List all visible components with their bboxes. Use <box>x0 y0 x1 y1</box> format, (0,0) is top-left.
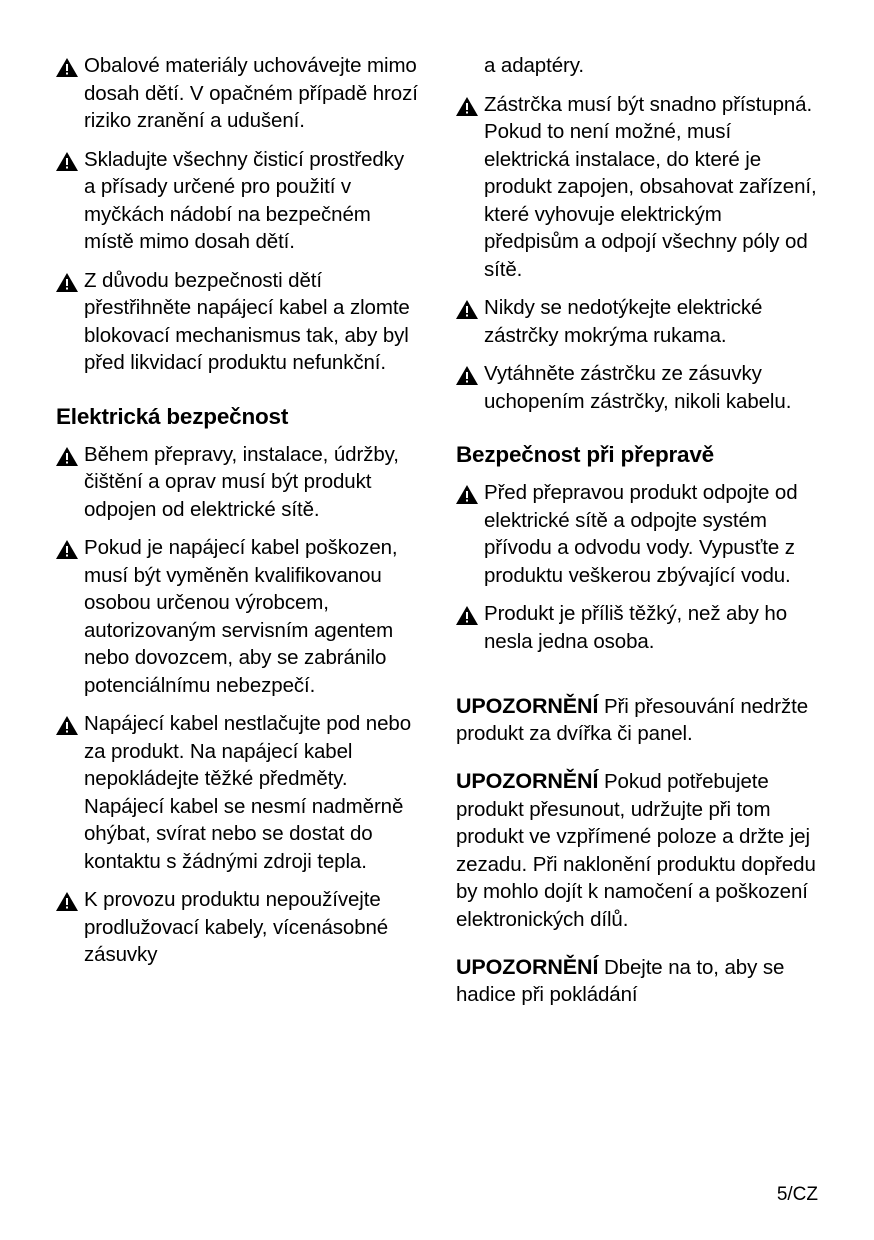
warning-item <box>456 360 818 415</box>
warning-triangle-icon <box>456 294 478 319</box>
warning-text: Pokud je napájecí kabel poškozen, musí být vyměněn kvalifikovanou osobou určenou výrobcem, autorizovaným servisním agentem nebo dovozcem, aby se zabránilo potenciálnímu nebezpečí. <box>84 536 398 697</box>
warning-text: Obalové materiály uchovávejte mimo dosah dětí. V opačném případě hrozí riziko zranění a udušení. <box>84 54 418 132</box>
warning-item <box>56 146 418 256</box>
notice-label: UPOZORNĚNÍ <box>456 693 599 718</box>
warning-text: Během přepravy, instalace, údržby, čištění a oprav musí být produkt odpojen od elektrické sítě. <box>84 442 399 521</box>
warning-triangle-icon <box>56 441 78 466</box>
warning-triangle-icon <box>56 710 78 735</box>
warning-text: Před přepravou produkt odpojte od elektrické sítě a odpojte systém přívodu a odvodu vody. Vypusťte z produktu veškerou zbývající vodu. <box>484 481 798 587</box>
warning-text: Z důvodu bezpečnosti dětí přestřihněte napájecí kabel a zlomte blokovací mechanismus tak, aby byl před likvidací produktu nefunkční. <box>84 268 410 374</box>
warning-text: Skladujte všechny čisticí prostředky a přísady určené pro použití v myčkách nádobí na bezpečném místě mimo dosah dětí. <box>84 147 404 253</box>
warning-item <box>56 267 418 377</box>
warning-item <box>56 534 418 699</box>
warning-triangle-icon <box>56 886 78 911</box>
notice-block <box>456 693 818 748</box>
right-column <box>456 52 818 1167</box>
warning-item <box>56 441 418 524</box>
notice-label: UPOZORNĚNÍ <box>456 954 599 979</box>
warning-item <box>56 52 418 135</box>
warning-triangle-icon <box>456 479 478 504</box>
warning-text: Produkt je příliš těžký, než aby ho nesla jedna osoba. <box>484 602 788 653</box>
warning-text: Zástrčka musí být snadno přístupná. Pokud to není možné, musí elektrická instalace, do které je produkt zapojen, obsahovat zařízení, které vyhovuje elektrickým předpisům a odpojí všechny póly od sítě. <box>484 92 817 281</box>
warning-triangle-icon <box>56 52 78 77</box>
warning-item <box>456 294 818 349</box>
warning-item <box>456 600 818 655</box>
warning-text: Napájecí kabel nestlačujte pod nebo za produkt. Na napájecí kabel nepokládejte těžké předměty. Napájecí kabel se nesmí nadměrně ohýbat, svírat nebo se dostat do kontaktu s žádnými zdroji tepla. <box>84 712 412 873</box>
warning-triangle-icon <box>456 91 478 116</box>
warning-text: K provozu produktu nepoužívejte prodlužovací kabely, vícenásobné zásuvky <box>84 888 389 966</box>
warning-item <box>56 886 418 969</box>
notice-text: Pokud potřebujete produkt přesunout, udržujte při tom produkt ve vzpřímené poloze a držte jej zezadu. Při naklonění produktu dopředu by mohlo dojít k namočení a poškození elektronických dílů. <box>456 770 816 931</box>
warning-triangle-icon <box>56 146 78 171</box>
left-column <box>56 52 418 1167</box>
warning-item <box>56 710 418 875</box>
warning-item <box>456 479 818 589</box>
notice-text: Při přesouvání nedržte produkt za dvířka či panel. <box>456 694 809 745</box>
warning-text: Nikdy se nedotýkejte elektrické zástrčky mokrýma rukama. <box>484 296 763 347</box>
warning-item <box>456 91 818 284</box>
page-number: 5/CZ <box>776 1184 818 1205</box>
notice-block <box>456 768 818 933</box>
section-heading-electrical-safety: Elektrická bezpečnost <box>56 403 289 429</box>
continued-paragraph: a adaptéry. <box>484 54 584 77</box>
notice-text: Dbejte na to, aby se hadice při pokládání <box>456 955 785 1006</box>
warning-triangle-icon <box>456 600 478 625</box>
warning-triangle-icon <box>56 267 78 292</box>
notice-label: UPOZORNĚNÍ <box>456 769 599 793</box>
warning-triangle-icon <box>56 534 78 559</box>
two-column-layout <box>56 52 818 1167</box>
notice-block <box>456 954 818 1009</box>
warning-triangle-icon <box>456 360 478 385</box>
warning-text: Vytáhněte zástrčku ze zásuvky uchopením zástrčky, nikoli kabelu. <box>484 362 792 413</box>
section-heading-transport-safety: Bezpečnost při přepravě <box>456 442 714 467</box>
